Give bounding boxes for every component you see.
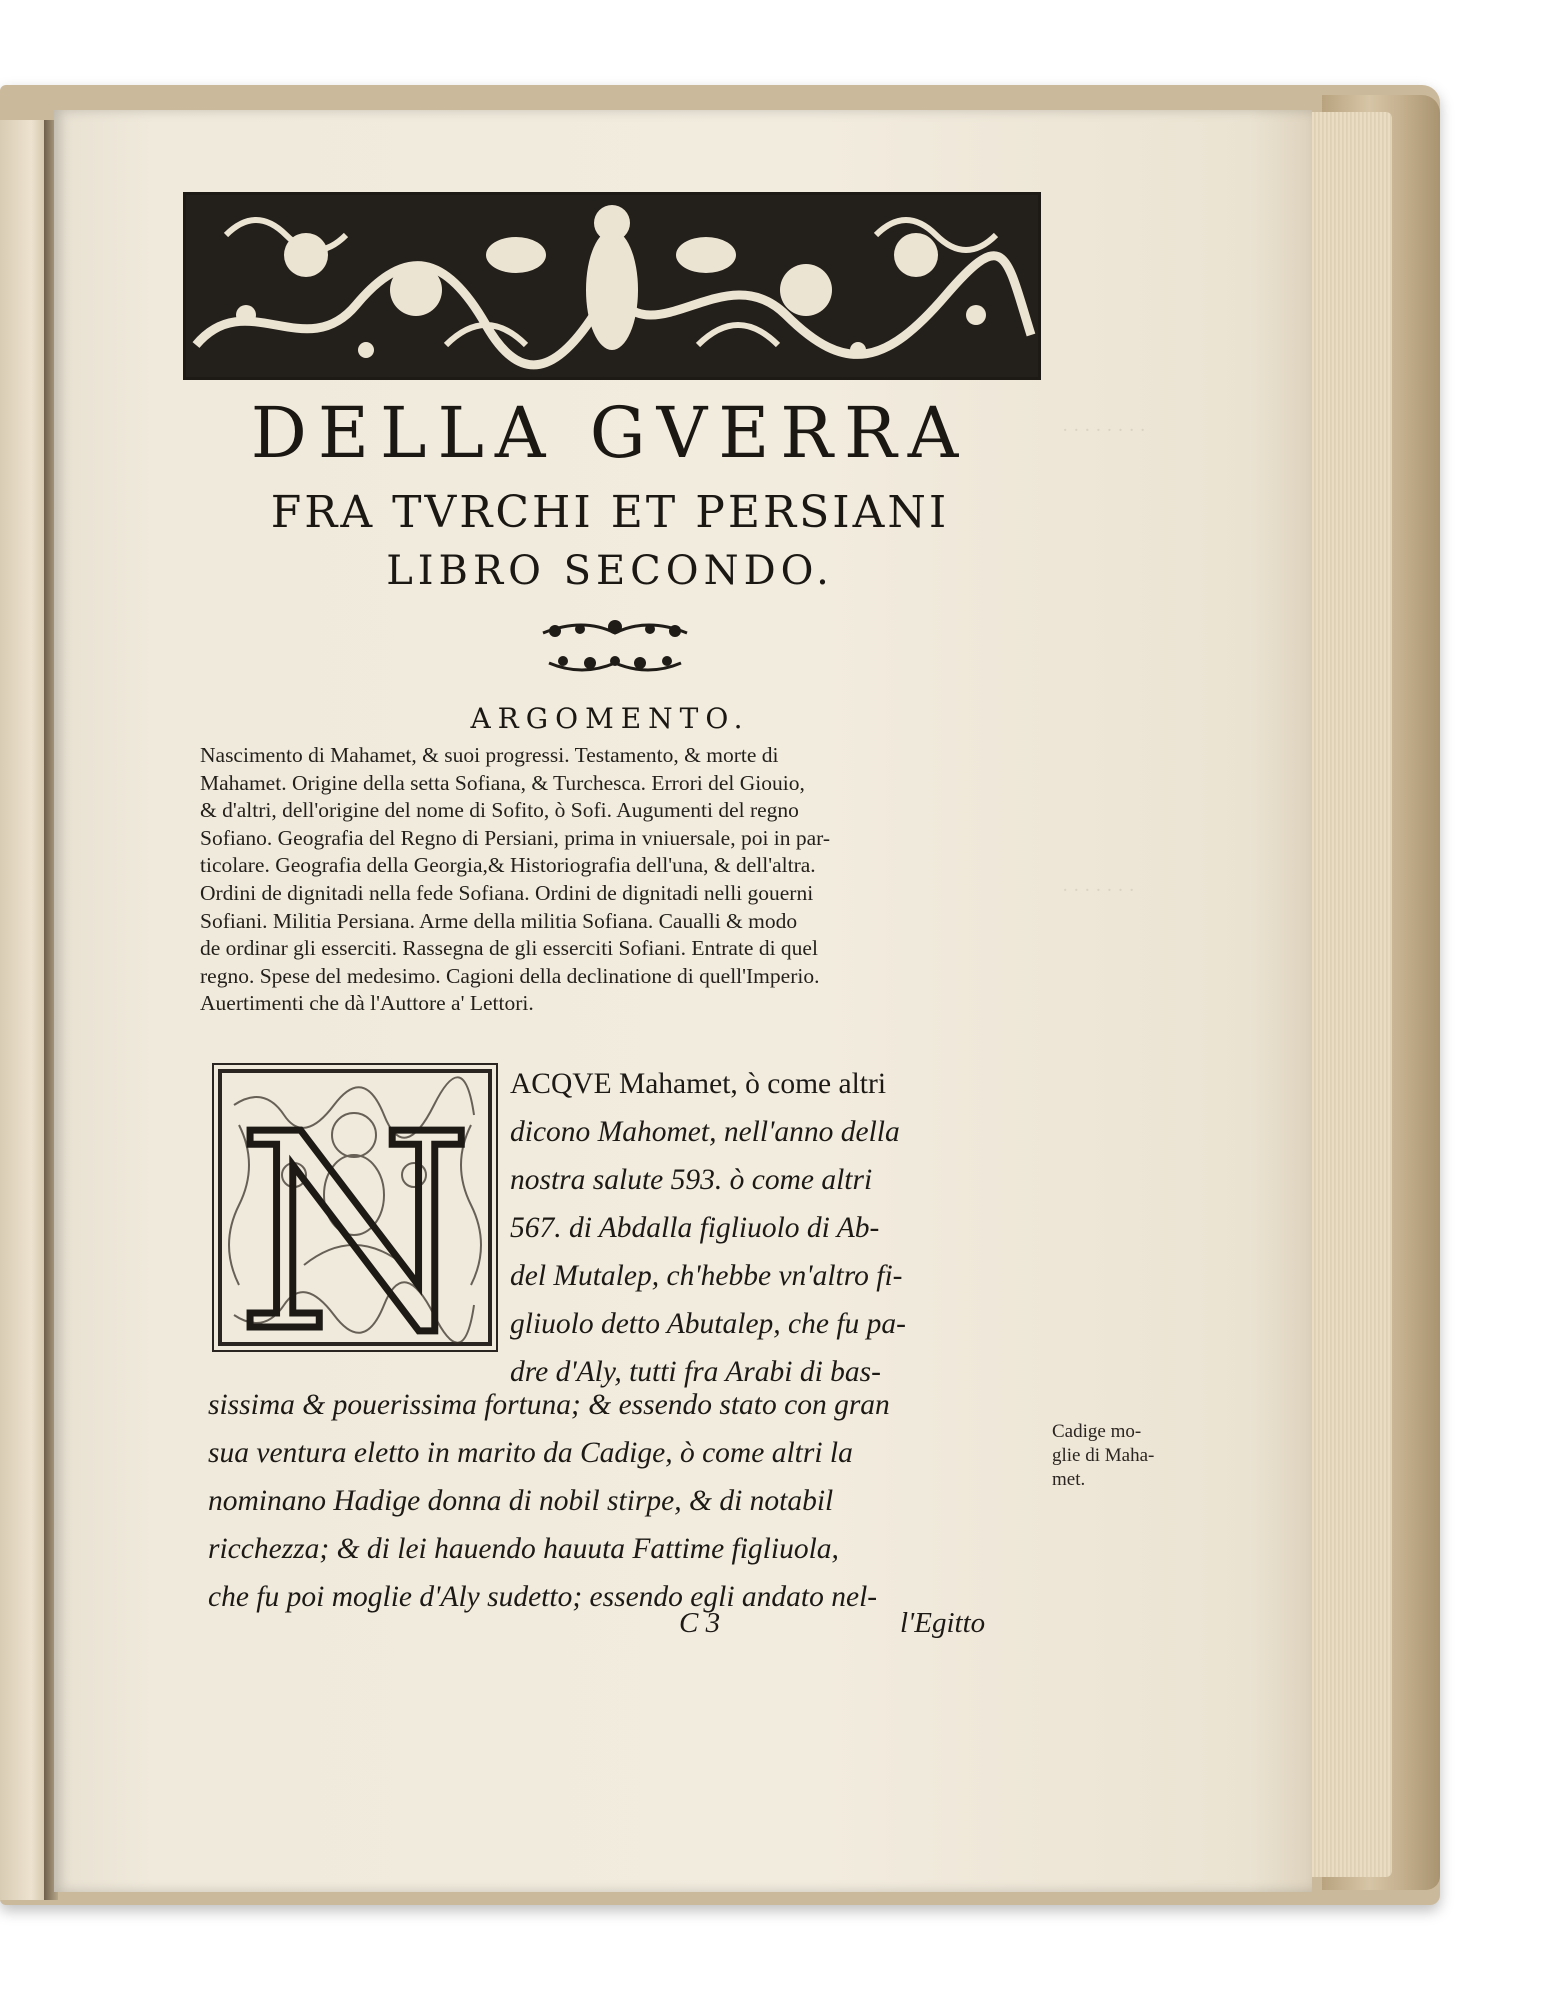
initial-letter: N — [236, 1076, 474, 1350]
title-line-1: DELLA GVERRA — [250, 392, 970, 474]
page-footer — [208, 1607, 1038, 1647]
body-line: gliuolo detto Abutalep, che fu pa- — [510, 1308, 907, 1340]
argument-line: regno. Spese del medesimo. Cagioni della declinatione di quell'Imperio. — [200, 963, 820, 988]
argument-line: Ordini de dignitadi nella fede Sofiana. Ordini de dignitadi nelli gouerni — [200, 880, 814, 905]
title-line-2: FRA TVRCHI ET PERSIANI — [270, 487, 950, 538]
margin-note-line: Cadige mo- — [1052, 1421, 1142, 1442]
argument-line: Mahamet. Origine della setta Sofiana, & Turchesca. Errori del Giouio, — [200, 770, 805, 795]
body-line: sissima & pouerissima fortuna; & essendo stato con gran — [208, 1389, 890, 1421]
argument-heading: ARGOMENTO. — [470, 702, 750, 735]
show-through-text: · · · · · · · · — [1062, 420, 1146, 441]
body-line: sua ventura eletto in marito da Cadige, ò come altri la — [208, 1437, 853, 1469]
margin-note-line: met. — [1052, 1469, 1086, 1490]
margin-note-line: glie di Maha- — [1052, 1445, 1155, 1466]
argument-line: Sofiano. Geografia del Regno di Persiani, prima in vniuersale, poi in par- — [200, 825, 831, 850]
body-line: del Mutalep, ch'hebbe vn'altro fi- — [510, 1260, 903, 1292]
body-line: 567. di Abdalla figliuolo di Ab- — [510, 1212, 880, 1244]
margin-note — [1052, 1420, 1192, 1492]
page-block-edges — [1300, 112, 1392, 1877]
argument-line: Nascimento di Mahamet, & suoi progressi. Testamento, & morte di — [200, 743, 779, 767]
body-text — [208, 1381, 1038, 1621]
body-line: che fu poi moglie d'Aly sudetto; essendo egli andato nel- — [208, 1581, 878, 1613]
fleuron-ornament-icon — [535, 615, 695, 679]
woodcut-headpiece-icon — [183, 192, 1041, 380]
body-line: dicono Mahomet, nell'anno della — [510, 1116, 900, 1148]
argument-line: ticolare. Geografia della Georgia,& Historiografia dell'una, & dell'altra. — [200, 853, 816, 878]
catchword: l'Egitto — [900, 1607, 986, 1639]
body-line: ricchezza; & di lei hauendo hauuta Fattime figliuola, — [208, 1533, 839, 1565]
show-through-text: · · · · · · · — [1062, 880, 1135, 901]
title-line-3: LIBRO SECONDO. — [386, 548, 834, 594]
argument-line: de ordinar gli esserciti. Rassegna de gli esserciti Sofiani. Entrate di quel — [200, 936, 818, 961]
body-text-beside-initial — [510, 1060, 1035, 1396]
body-line: nominano Hadige donna di nobil stirpe, & di notabil — [208, 1485, 834, 1517]
argument-line: Sofiani. Militia Persiana. Arme della militia Sofiana. Caualli & modo — [200, 908, 798, 933]
signature-mark: C 3 — [679, 1607, 721, 1639]
argument-line: & d'altri, dell'origine del nome di Sofito, ò Sofi. Augumenti del regno — [200, 798, 799, 823]
argument-line: Auertimenti che dà l'Auttore a' Lettori. — [200, 991, 534, 1016]
argument-text — [200, 742, 1036, 1018]
body-line: dre d'Aly, tutti fra Arabi di bas- — [510, 1356, 881, 1388]
body-line: ACQVE Mahamet, ò come altri — [510, 1068, 887, 1100]
body-line: nostra salute 593. ò come altri — [510, 1164, 873, 1196]
decorated-initial-n-icon — [212, 1063, 498, 1352]
